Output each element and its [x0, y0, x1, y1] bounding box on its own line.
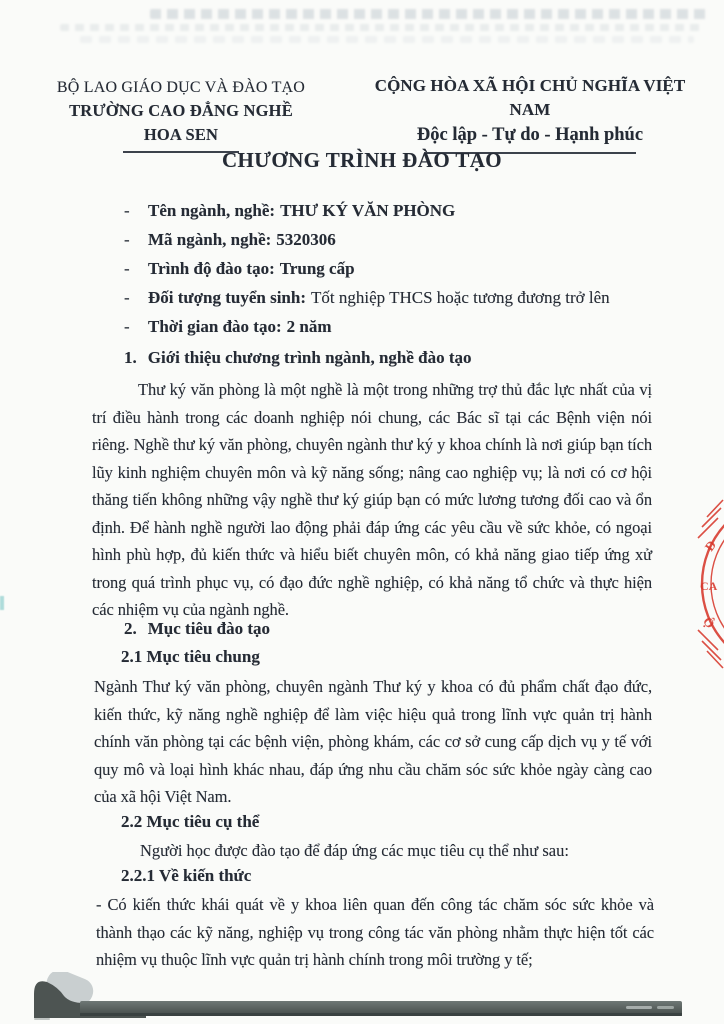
- stamp-letter-fragment: Đ: [701, 537, 720, 555]
- scan-bar-shape: [26, 972, 708, 1022]
- item-value: Tốt nghiệp THCS hoặc tương đương trở lên: [311, 288, 610, 307]
- section-title: Mục tiêu đào tạo: [147, 619, 271, 638]
- ministry-name: BỘ LAO GIÁO DỤC VÀ ĐÀO TẠO: [56, 79, 306, 96]
- red-stamp-partial: [684, 496, 724, 672]
- section-1-heading: [124, 346, 664, 370]
- item-label: Tên ngành, nghề:: [148, 201, 276, 220]
- section-2-1-heading: 2.1 Mục tiêu chung: [121, 647, 260, 666]
- item-value: 2 năm: [286, 317, 332, 336]
- bullet-dash: -: [124, 201, 130, 220]
- item-label: Đối tượng tuyển sinh:: [148, 288, 307, 307]
- item-label: Mã ngành, nghề:: [148, 230, 272, 249]
- item-value: Trung cấp: [279, 259, 355, 278]
- section-1-paragraph: Thư ký văn phòng là một nghề là một trong những trợ thủ đắc lực nhất của vị trí điều hành trong các doanh nghiệp nói chung, các Bác sĩ tại các Bệnh viện nói riêng. Nghề thư ký văn phòng, chuyên ngành thư ký y khoa chính là nơi giúp bạn tích lũy kinh nghiệm chuyên môn và kỹ năng sống; nâng cao nghiệp vụ; là nơi có cơ hội thăng tiến không những vậy nghề thư ký giúp bạn có mức lương tương đối cao và ổn định. Để hành nghề người lao động phải đáp ứng các yêu cầu về sức khỏe, có ngoại hình phù hợp, đủ kiến thức và hiểu biết chuyên môn, có khả năng giao tiếp ứng xử trong quá trình phục vụ, có đạo đức nghề nghiệp, có khả năng tổ chức và thực hiện các nhiệm vụ của ngành nghề.: [92, 380, 652, 619]
- section-2-2-1-heading: 2.2.1 Về kiến thức: [121, 866, 252, 885]
- ghost-text-row: [150, 9, 710, 19]
- bullet-dash: -: [124, 317, 130, 336]
- list-item: [124, 254, 658, 283]
- bullet-dash: -: [124, 230, 130, 249]
- item-value: THƯ KÝ VĂN PHÒNG: [280, 201, 456, 220]
- stamp-letter-fragment: CA: [700, 579, 718, 593]
- national-motto: Độc lập - Tự do - Hạnh phúc: [416, 125, 644, 145]
- ghost-text-row: [80, 36, 694, 43]
- list-item: [124, 196, 658, 225]
- bullet-dash: -: [124, 288, 130, 307]
- list-item: [124, 225, 658, 254]
- section-title: Giới thiệu chương trình ngành, nghề đào tạo: [147, 348, 472, 367]
- page-edge-mark: [0, 596, 4, 610]
- section-number: 1.: [124, 348, 137, 367]
- item-label: Thời gian đào tạo:: [148, 317, 282, 336]
- bullet-dash: -: [124, 259, 130, 278]
- scan-edge-bar: [26, 972, 708, 1022]
- school-name: TRƯỜNG CAO ĐẲNG NGHỀ HOA SEN: [69, 101, 293, 144]
- list-item: [124, 283, 658, 312]
- country-title: CỘNG HÒA XÃ HỘI CHỦ NGHĨA VIỆT NAM: [374, 76, 686, 119]
- ghost-text-row: [60, 24, 704, 31]
- page-title: CHƯƠNG TRÌNH ĐÀO TẠO: [221, 148, 503, 172]
- header-institution-block: [56, 76, 306, 153]
- list-item: [124, 312, 658, 341]
- header-national-block: [363, 74, 697, 154]
- section-2-2-intro: Người học được đào tạo để đáp ứng các mục tiêu cụ thể như sau:: [140, 841, 569, 860]
- section-2-1-paragraph: Ngành Thư ký văn phòng, chuyên ngành Thư ký y khoa có đủ phẩm chất đạo đức, kiến thức, kỹ năng nghề nghiệp để làm việc hiệu quả trong lĩnh vực quản trị hành chính văn phòng tại các bệnh viện, phòng khám, các cơ sở cung cấp dịch vụ y tế với quy mô và loại hình khác nhau, đáp ứng nhu cầu chăm sóc sức khỏe ngày càng cao của xã hội Việt Nam.: [94, 677, 652, 806]
- item-value: 5320306: [276, 230, 336, 249]
- section-2-2-1-paragraph: - Có kiến thức khái quát về y khoa liên quan đến công tác chăm sóc sức khỏe và thành thạo các kỹ năng, nghiệp vụ trong công tác văn phòng nhằm thực hiện tốt các nhiệm vụ thuộc lĩnh vực quản trị hành chính trong môi trường y tế;: [96, 895, 654, 969]
- section-2-2-heading: 2.2 Mục tiêu cụ thể: [121, 812, 260, 831]
- section-number: 2.: [124, 619, 137, 638]
- program-info-list: [124, 196, 658, 341]
- section-2-heading: [124, 617, 664, 641]
- stamp-letter-fragment: Ộ: [700, 613, 719, 632]
- stamp-icon: [684, 496, 724, 672]
- item-label: Trình độ đào tạo:: [148, 259, 275, 278]
